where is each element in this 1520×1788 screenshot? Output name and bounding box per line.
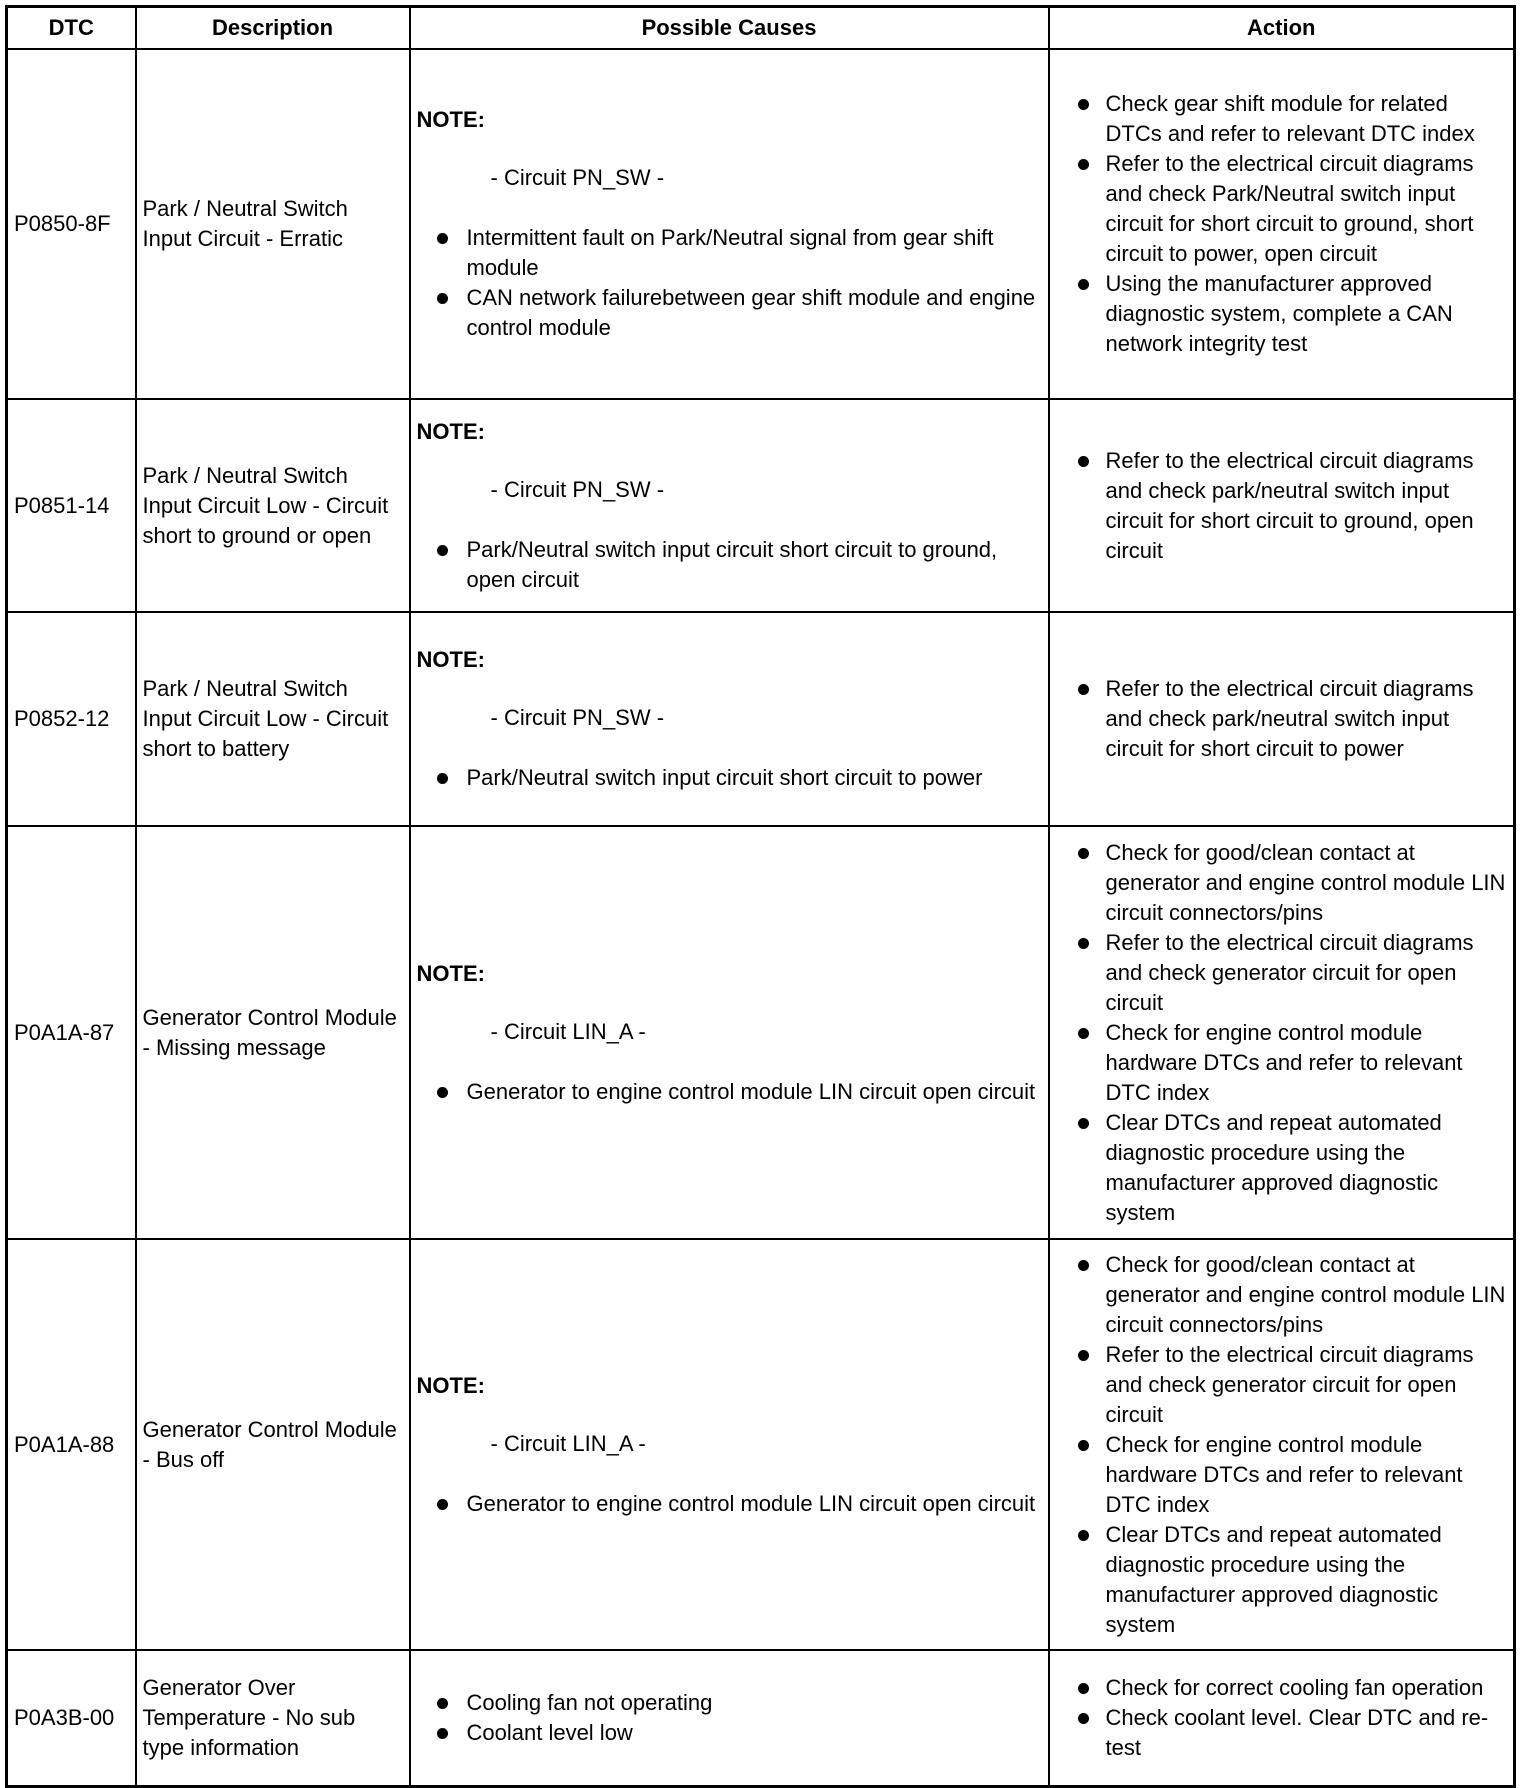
action-cell <box>1049 826 1515 1239</box>
circuit-label: - Circuit PN_SW - <box>490 476 665 502</box>
action-cell <box>1049 612 1515 826</box>
circuit-label: - Circuit LIN_A - <box>490 1430 646 1456</box>
cause-item: Generator to engine control module LIN circuit open circuit <box>417 1489 1042 1519</box>
causes-list <box>417 1077 1042 1107</box>
action-item: Using the manufacturer approved diagnostic system, complete a CAN network integrity test <box>1056 269 1510 359</box>
header-description: Description <box>136 7 410 50</box>
action-item: Refer to the electrical circuit diagrams and check Park/Neutral switch input circuit for short circuit to ground, short circuit to power, open circuit <box>1056 149 1510 269</box>
action-cell <box>1049 399 1515 612</box>
action-item: Check for engine control module hardware DTCs and refer to relevant DTC index <box>1056 1018 1510 1108</box>
action-item: Refer to the electrical circuit diagrams and check generator circuit for open circuit <box>1056 928 1510 1018</box>
circuit-label: - Circuit PN_SW - <box>490 165 665 190</box>
table-row <box>7 49 1515 399</box>
note-label: NOTE: <box>416 647 485 672</box>
table-row <box>7 612 1515 826</box>
dtc-description: Generator Control Module - Missing message <box>136 826 410 1239</box>
note-label: NOTE: <box>416 960 485 986</box>
actions-list <box>1056 674 1510 764</box>
dtc-code: P0850-8F <box>7 49 136 399</box>
possible-causes-cell <box>410 399 1049 612</box>
possible-causes-cell <box>410 49 1049 399</box>
possible-causes-cell <box>410 1650 1049 1786</box>
possible-causes-cell <box>410 1239 1049 1650</box>
dtc-description: Park / Neutral Switch Input Circuit - Erratic <box>136 49 410 399</box>
table-row <box>7 1239 1515 1650</box>
header-action: Action <box>1049 7 1515 50</box>
dtc-description: Park / Neutral Switch Input Circuit Low - Circuit short to ground or open <box>136 399 410 612</box>
action-item: Check for good/clean contact at generator and engine control module LIN circuit connectors/pins <box>1056 1250 1510 1340</box>
actions-list <box>1056 1673 1510 1763</box>
actions-list <box>1056 838 1510 1228</box>
causes-list <box>417 1489 1042 1519</box>
actions-list <box>1056 446 1510 566</box>
action-item: Check coolant level. Clear DTC and re-test <box>1056 1703 1510 1763</box>
action-cell <box>1049 1239 1515 1650</box>
table-row <box>7 399 1515 612</box>
dtc-description: Park / Neutral Switch Input Circuit Low - Circuit short to battery <box>136 612 410 826</box>
action-item: Clear DTCs and repeat automated diagnostic procedure using the manufacturer approved diagnostic system <box>1056 1108 1510 1228</box>
causes-list <box>417 535 1042 595</box>
cause-item: Intermittent fault on Park/Neutral signal from gear shift module <box>417 223 1042 283</box>
causes-list <box>417 223 1042 343</box>
note-label: NOTE: <box>416 418 485 444</box>
dtc-table <box>5 5 1516 1788</box>
possible-causes-cell <box>410 612 1049 826</box>
cause-item: Generator to engine control module LIN circuit open circuit <box>417 1077 1042 1107</box>
possible-causes-cell <box>410 826 1049 1239</box>
circuit-label: - Circuit LIN_A - <box>490 1018 646 1044</box>
cause-item: Park/Neutral switch input circuit short circuit to power <box>417 763 1042 793</box>
action-item: Check gear shift module for related DTCs and refer to relevant DTC index <box>1056 89 1510 149</box>
circuit-label: - Circuit PN_SW - <box>490 705 665 730</box>
dtc-code: P0851-14 <box>7 399 136 612</box>
action-item: Refer to the electrical circuit diagrams and check park/neutral switch input circuit for short circuit to ground, open circuit <box>1056 446 1510 566</box>
causes-list <box>417 1688 1042 1748</box>
header-row <box>7 7 1515 50</box>
action-cell <box>1049 49 1515 399</box>
dtc-description: Generator Control Module - Bus off <box>136 1239 410 1650</box>
action-item: Check for good/clean contact at generator and engine control module LIN circuit connectors/pins <box>1056 838 1510 928</box>
action-item: Check for engine control module hardware DTCs and refer to relevant DTC index <box>1056 1430 1510 1520</box>
dtc-description: Generator Over Temperature - No sub type information <box>136 1650 410 1786</box>
action-item: Refer to the electrical circuit diagrams and check generator circuit for open circuit <box>1056 1340 1510 1430</box>
note-label: NOTE: <box>416 1372 485 1398</box>
action-cell <box>1049 1650 1515 1786</box>
causes-list <box>417 763 1042 793</box>
cause-item: Park/Neutral switch input circuit short circuit to ground, open circuit <box>417 535 1042 595</box>
cause-item: CAN network failurebetween gear shift module and engine control module <box>417 283 1042 343</box>
dtc-code: P0A1A-88 <box>7 1239 136 1650</box>
dtc-code: P0852-12 <box>7 612 136 826</box>
note-label: NOTE: <box>416 107 485 132</box>
header-possible-causes: Possible Causes <box>410 7 1049 50</box>
action-item: Check for correct cooling fan operation <box>1056 1673 1510 1703</box>
actions-list <box>1056 89 1510 359</box>
cause-item: Cooling fan not operating <box>417 1688 1042 1718</box>
dtc-code: P0A3B-00 <box>7 1650 136 1786</box>
table-row <box>7 1650 1515 1786</box>
action-item: Clear DTCs and repeat automated diagnostic procedure using the manufacturer approved diagnostic system <box>1056 1520 1510 1640</box>
cause-item: Coolant level low <box>417 1718 1042 1748</box>
header-dtc: DTC <box>7 7 136 50</box>
dtc-code: P0A1A-87 <box>7 826 136 1239</box>
actions-list <box>1056 1250 1510 1640</box>
action-item: Refer to the electrical circuit diagrams and check park/neutral switch input circuit for short circuit to power <box>1056 674 1510 764</box>
table-row <box>7 826 1515 1239</box>
